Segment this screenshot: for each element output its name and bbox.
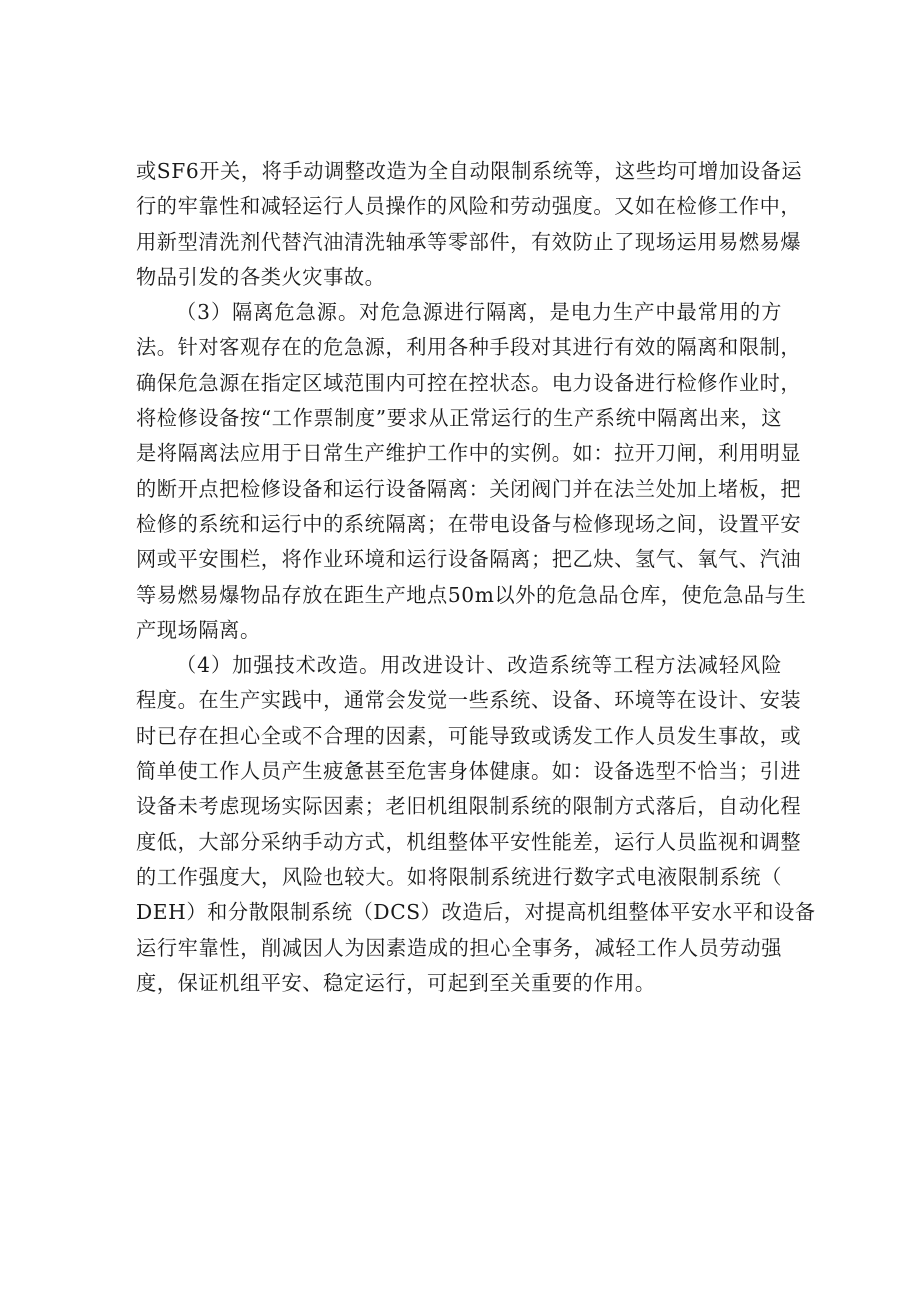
text-line: 确保危急源在指定区域范围内可控在控状态。电力设备进行检修作业时， [136,370,802,395]
text-line: 法。针对客观存在的危急源，利用各种手段对其进行有效的隔离和限制， [136,335,802,360]
text-line: 程度。在生产实践中，通常会发觉一些系统、设备、环境等在设计、安装 [136,688,802,713]
section-3-heading-line: （3）隔离危急源。对危急源进行隔离，是电力生产中最常用的方 [176,300,782,325]
text-line: 是将隔离法应用于日常生产维护工作中的实例。如：拉开刀闸，利用明显 [136,441,802,466]
text-line: 度，保证机组平安、稳定运行，可起到至关重要的作用。 [136,970,656,995]
text-line: 将检修设备按“工作票制度”要求从正常运行的生产系统中隔离出来，这 [136,406,782,431]
text-line: 设备未考虑现场实际因素；老旧机组限制系统的限制方式落后，自动化程 [136,794,802,819]
text-line: 度低，大部分采纳手动方式，机组整体平安性能差，运行人员监视和调整 [136,829,802,854]
text-line: 的断开点把检修设备和运行设备隔离：关闭阀门并在法兰处加上堵板，把 [136,476,802,501]
text-line: 运行牢靠性，削减因人为因素造成的担心全事务，减轻工作人员劳动强 [136,935,782,960]
text-line: 检修的系统和运行中的系统隔离；在带电设备与检修现场之间，设置平安 [136,511,802,536]
text-line: 时已存在担心全或不合理的因素，可能导致或诱发工作人员发生事故，或 [136,723,802,748]
text-line: 或SF6开关，将手动调整改造为全自动限制系统等，这些均可增加设备运 [136,159,803,183]
text-line: 行的牢靠性和减轻运行人员操作的风险和劳动强度。又如在检修工作中， [136,194,802,219]
text-line: 物品引发的各类火灾事故。 [136,264,386,289]
text-line: DEH）和分散限制系统（DCS）改造后，对提高机组整体平安水平和设备 [136,900,816,925]
text-line: 等易燃易爆物品存放在距生产地点50m以外的危急品仓库，使危急品与生 [136,582,807,607]
text-line: 网或平安围栏，将作业环境和运行设备隔离；把乙炔、氢气、氧气、汽油 [136,547,802,572]
document-body [136,154,816,1001]
text-line: 的工作强度大，风险也较大。如将限制系统进行数字式电液限制系统（ [136,864,782,889]
text-line: 简单使工作人员产生疲惫甚至危害身体健康。如：设备选型不恰当；引进 [136,759,802,784]
text-line: 用新型清洗剂代替汽油清洗轴承等零部件，有效防止了现场运用易燃易爆 [136,229,802,254]
section-4-heading-line: （4）加强技术改造。用改进设计、改造系统等工程方法减轻风险 [176,653,782,678]
text-line: 产现场隔离。 [136,617,261,642]
